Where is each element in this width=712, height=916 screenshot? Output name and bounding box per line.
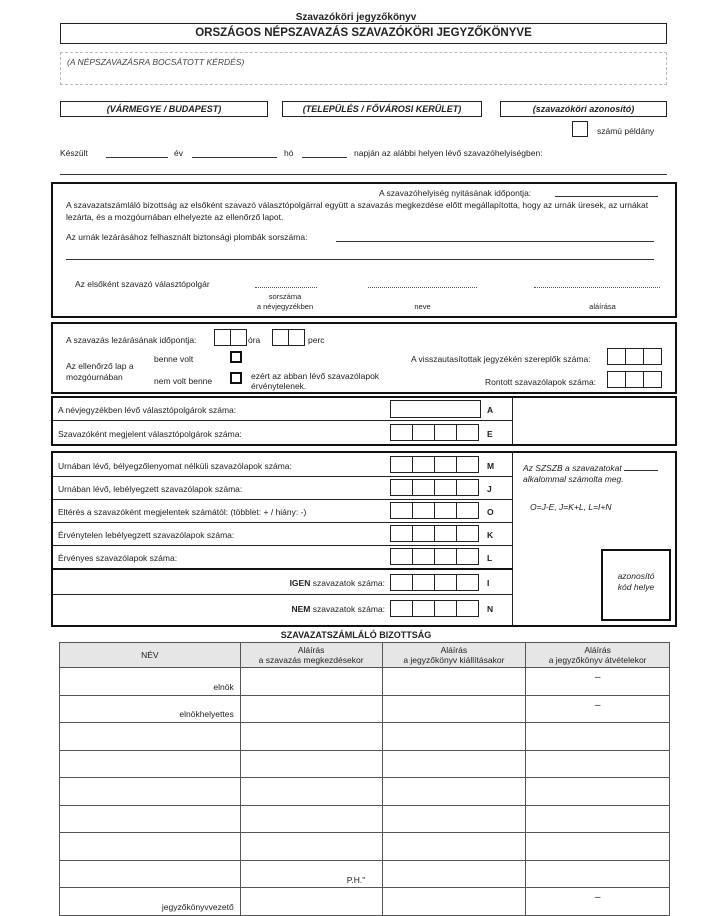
opening-statement: A szavazatszámláló bizottság az elsőként szavazó választópolgárral együtt a szavazás megkezdése előtt megállapította, hogy az urnák üresek, az urnákat lezárta, és a mozgóurnában elhelyezte az ellenőrző lapot.: [66, 200, 649, 222]
sign-start-cell[interactable]: [240, 723, 382, 751]
copy-number-box[interactable]: [572, 121, 588, 137]
sign-issue-cell[interactable]: [382, 778, 526, 806]
letter-m: M: [487, 461, 495, 471]
col-name: NÉV: [60, 643, 241, 668]
col-sign-issue-text: Aláírás a jegyzőkönyv kiállításakor: [403, 645, 505, 665]
sign-issue-cell[interactable]: [382, 888, 526, 916]
sub-number: sorszáma: [268, 292, 302, 301]
sign-start-cell[interactable]: [240, 888, 382, 916]
yes-label: [290, 578, 385, 588]
first-voter-signature-field[interactable]: [534, 287, 660, 288]
count-k-field[interactable]: [390, 525, 479, 542]
sign-issue-cell[interactable]: [382, 695, 526, 723]
sign-receive-cell[interactable]: [526, 668, 670, 696]
count-row-n: [53, 594, 512, 618]
committee-header-row: [60, 643, 670, 668]
question-placeholder: (A NÉPSZAVAZÁSRA BOCSÁTOTT KÉRDÉS): [67, 57, 245, 67]
no-rest: szavazatok száma:: [312, 604, 385, 614]
day-text: napján az alábbi helyen lévő szavazóhelyiségben:: [354, 148, 543, 158]
sign-issue-cell[interactable]: [382, 723, 526, 751]
sub-number-2: a névjegyzékben: [256, 302, 314, 311]
was-not-in-label: nem volt benne: [154, 376, 213, 386]
committee-row: [60, 778, 670, 806]
rejected-count-field[interactable]: [607, 348, 662, 365]
registry-row: [53, 398, 513, 421]
count-m-field[interactable]: [390, 456, 479, 473]
county-field[interactable]: (VÁRMEGYE / BUDAPEST): [60, 101, 268, 117]
count-note-2: alkalommal számolta meg.: [523, 474, 624, 484]
sign-start-cell[interactable]: [240, 805, 382, 833]
copies-label: számú példány: [597, 126, 655, 136]
hour-label: óra: [248, 335, 261, 345]
seals-field[interactable]: [336, 241, 654, 242]
sign-issue-cell[interactable]: [382, 833, 526, 861]
count-o-field[interactable]: [390, 502, 479, 519]
col-sign-receive-text: Aláírás a jegyzőkönyv átvételekor: [548, 645, 647, 665]
committee-title: SZAVAZATSZÁMLÁLÓ BIZOTTSÁG: [280, 630, 432, 640]
count-row-j: [53, 476, 512, 500]
opening-time-label: A szavazóhelyiség nyitásának időpontja:: [379, 188, 532, 198]
month-label: hó: [284, 148, 294, 158]
committee-row: [60, 888, 670, 916]
count-n-field[interactable]: [390, 600, 479, 617]
id-code-text-1: azonosító: [617, 571, 655, 581]
sign-issue-cell[interactable]: [382, 805, 526, 833]
formula-text: O=J-E, J=K+L, L=I+N: [530, 502, 612, 512]
letter-a: A: [487, 405, 494, 415]
count-label-l: Érvényes szavazólapok száma:: [58, 553, 178, 563]
rejected-label: A visszautasítottak jegyzékén szereplők száma:: [411, 354, 591, 364]
opening-time-field[interactable]: [555, 196, 658, 197]
sub-signature: aláírása: [589, 302, 616, 311]
letter-l: L: [487, 553, 493, 563]
letter-i: I: [487, 578, 490, 588]
dash-mark: –: [594, 699, 601, 711]
minute-label: perc: [308, 335, 325, 345]
invalid-note-2: érvénytelenek.: [251, 381, 307, 391]
member-role: jegyzőkönyvvezető: [161, 901, 234, 912]
letter-e: E: [487, 429, 493, 439]
count-row-l: [53, 545, 512, 570]
was-not-in-checkbox[interactable]: [230, 372, 242, 384]
committee-row: [60, 723, 670, 751]
was-in-checkbox[interactable]: [230, 351, 242, 363]
seals-label: Az urnák lezárásához felhasznált biztonsági plombák sorszáma:: [66, 232, 308, 242]
committee-row: [60, 805, 670, 833]
was-in-label: benne volt: [154, 354, 194, 364]
member-name-cell[interactable]: [60, 805, 241, 833]
closing-minute-field[interactable]: [272, 329, 305, 346]
committee-row: [60, 668, 670, 696]
col-sign-receive: [526, 643, 670, 668]
damaged-count-field[interactable]: [607, 371, 662, 388]
letter-j: J: [487, 484, 492, 494]
count-label-o: Eltérés a szavazóként megjelentek számától: (többlet: + / hiány: -): [58, 507, 307, 517]
member-name-cell[interactable]: [60, 778, 241, 806]
member-name-cell[interactable]: [60, 695, 241, 723]
count-row-m: [53, 453, 512, 477]
sign-start-cell[interactable]: [240, 833, 382, 861]
count-note-1: [523, 462, 658, 473]
count-note-text: Az SZSZB a szavazatokat: [523, 463, 622, 473]
counts-table: [53, 453, 513, 625]
registry-e-field[interactable]: [390, 424, 479, 441]
sign-receive-cell[interactable]: [526, 750, 670, 778]
id-code-text-2: kód helye: [617, 582, 655, 592]
sign-receive-cell[interactable]: [526, 888, 670, 916]
count-row-i: [53, 570, 512, 595]
registry-a-field[interactable]: [390, 400, 481, 418]
closing-time-label: A szavazás lezárásának időpontja:: [66, 335, 197, 345]
member-name-cell[interactable]: [60, 833, 241, 861]
id-code-box[interactable]: [601, 549, 671, 621]
member-name-cell[interactable]: [60, 888, 241, 916]
count-times-field[interactable]: [624, 462, 658, 471]
sign-receive-cell[interactable]: [526, 778, 670, 806]
first-voter-number-field[interactable]: [255, 287, 317, 288]
count-i-field[interactable]: [390, 574, 479, 591]
member-role: elnök: [213, 681, 234, 692]
sign-receive-cell[interactable]: [526, 695, 670, 723]
yes-rest: szavazatok száma:: [312, 578, 385, 588]
location-address-field[interactable]: [60, 174, 667, 175]
count-row-k: [53, 522, 512, 546]
member-name-cell[interactable]: [60, 723, 241, 751]
control-label-2: mozgóurnában: [66, 372, 123, 382]
year-label: év: [174, 148, 183, 158]
question-field[interactable]: [60, 52, 667, 85]
sign-start-cell[interactable]: [240, 668, 382, 696]
form-main-title: ORSZÁGOS NÉPSZAVAZÁS SZAVAZÓKÖRI JEGYZŐKÖNYVE: [60, 23, 667, 44]
seals-field-2[interactable]: [66, 259, 654, 260]
member-role: elnökhelyettes: [179, 709, 234, 719]
sign-start-cell[interactable]: [240, 778, 382, 806]
count-label-m: Urnában lévő, bélyegzőlenyomat nélküli szavazólapok száma:: [58, 461, 292, 471]
sign-start-cell[interactable]: [240, 750, 382, 778]
first-voter-name-field[interactable]: [368, 287, 477, 288]
sign-receive-cell[interactable]: [526, 833, 670, 861]
member-name-cell[interactable]: [60, 750, 241, 778]
dash-mark: –: [594, 672, 601, 683]
count-row-o: [53, 499, 512, 523]
first-voter-label: Az elsőként szavazó választópolgár: [75, 279, 210, 289]
letter-n: N: [487, 604, 494, 614]
ph-label: P.H.": [346, 875, 366, 885]
count-j-field[interactable]: [390, 479, 479, 496]
member-name-cell[interactable]: [60, 668, 241, 696]
col-sign-start: [240, 643, 382, 668]
count-label-k: Érvénytelen lebélyegzett szavazólapok száma:: [58, 530, 235, 540]
committee-row: [60, 750, 670, 778]
committee-row: [60, 695, 670, 723]
sub-name: neve: [414, 302, 431, 311]
sign-issue-cell[interactable]: [382, 668, 526, 696]
col-sign-start-text: Aláírás a szavazás megkezdésekor: [258, 645, 364, 665]
no-label: [291, 604, 385, 614]
letter-o: O: [487, 507, 494, 517]
no-bold: NEM: [291, 604, 311, 614]
damaged-label: Rontott szavazólapok száma:: [485, 377, 597, 387]
made-prefix: Készült: [60, 148, 88, 158]
precinct-id-field[interactable]: (szavazóköri azonosító): [500, 101, 667, 117]
count-l-field[interactable]: [390, 548, 479, 565]
control-label-1: Az ellenőrző lap a: [66, 361, 134, 371]
count-label-j: Urnában lévő, lebélyegzett szavazólapok száma:: [58, 484, 243, 494]
col-sign-issue: [382, 643, 526, 668]
form-small-title: Szavazóköri jegyzőkönyv: [295, 12, 417, 23]
dash-mark: –: [594, 892, 601, 903]
sign-receive-cell[interactable]: [526, 723, 670, 751]
yes-no-divider: [53, 568, 513, 570]
yes-bold: IGEN: [289, 578, 311, 588]
sign-start-cell[interactable]: [240, 695, 382, 723]
closing-hour-field[interactable]: [214, 329, 247, 346]
month-field[interactable]: [192, 157, 277, 158]
invalid-note-1: ezért az abban lévő szavazólapok: [251, 371, 380, 381]
year-field[interactable]: [106, 157, 168, 158]
letter-k: K: [487, 530, 494, 540]
settlement-field[interactable]: (TELEPÜLÉS / FŐVÁROSI KERÜLET): [282, 101, 482, 117]
registry-row: [53, 421, 513, 444]
registry-label-e: Szavazóként megjelent választópolgárok száma:: [58, 429, 242, 439]
sign-issue-cell[interactable]: [382, 750, 526, 778]
registry-label-a: A névjegyzékben lévő választópolgárok száma:: [58, 405, 237, 415]
committee-row: [60, 833, 670, 861]
day-field[interactable]: [302, 157, 347, 158]
sign-receive-cell[interactable]: [526, 805, 670, 833]
